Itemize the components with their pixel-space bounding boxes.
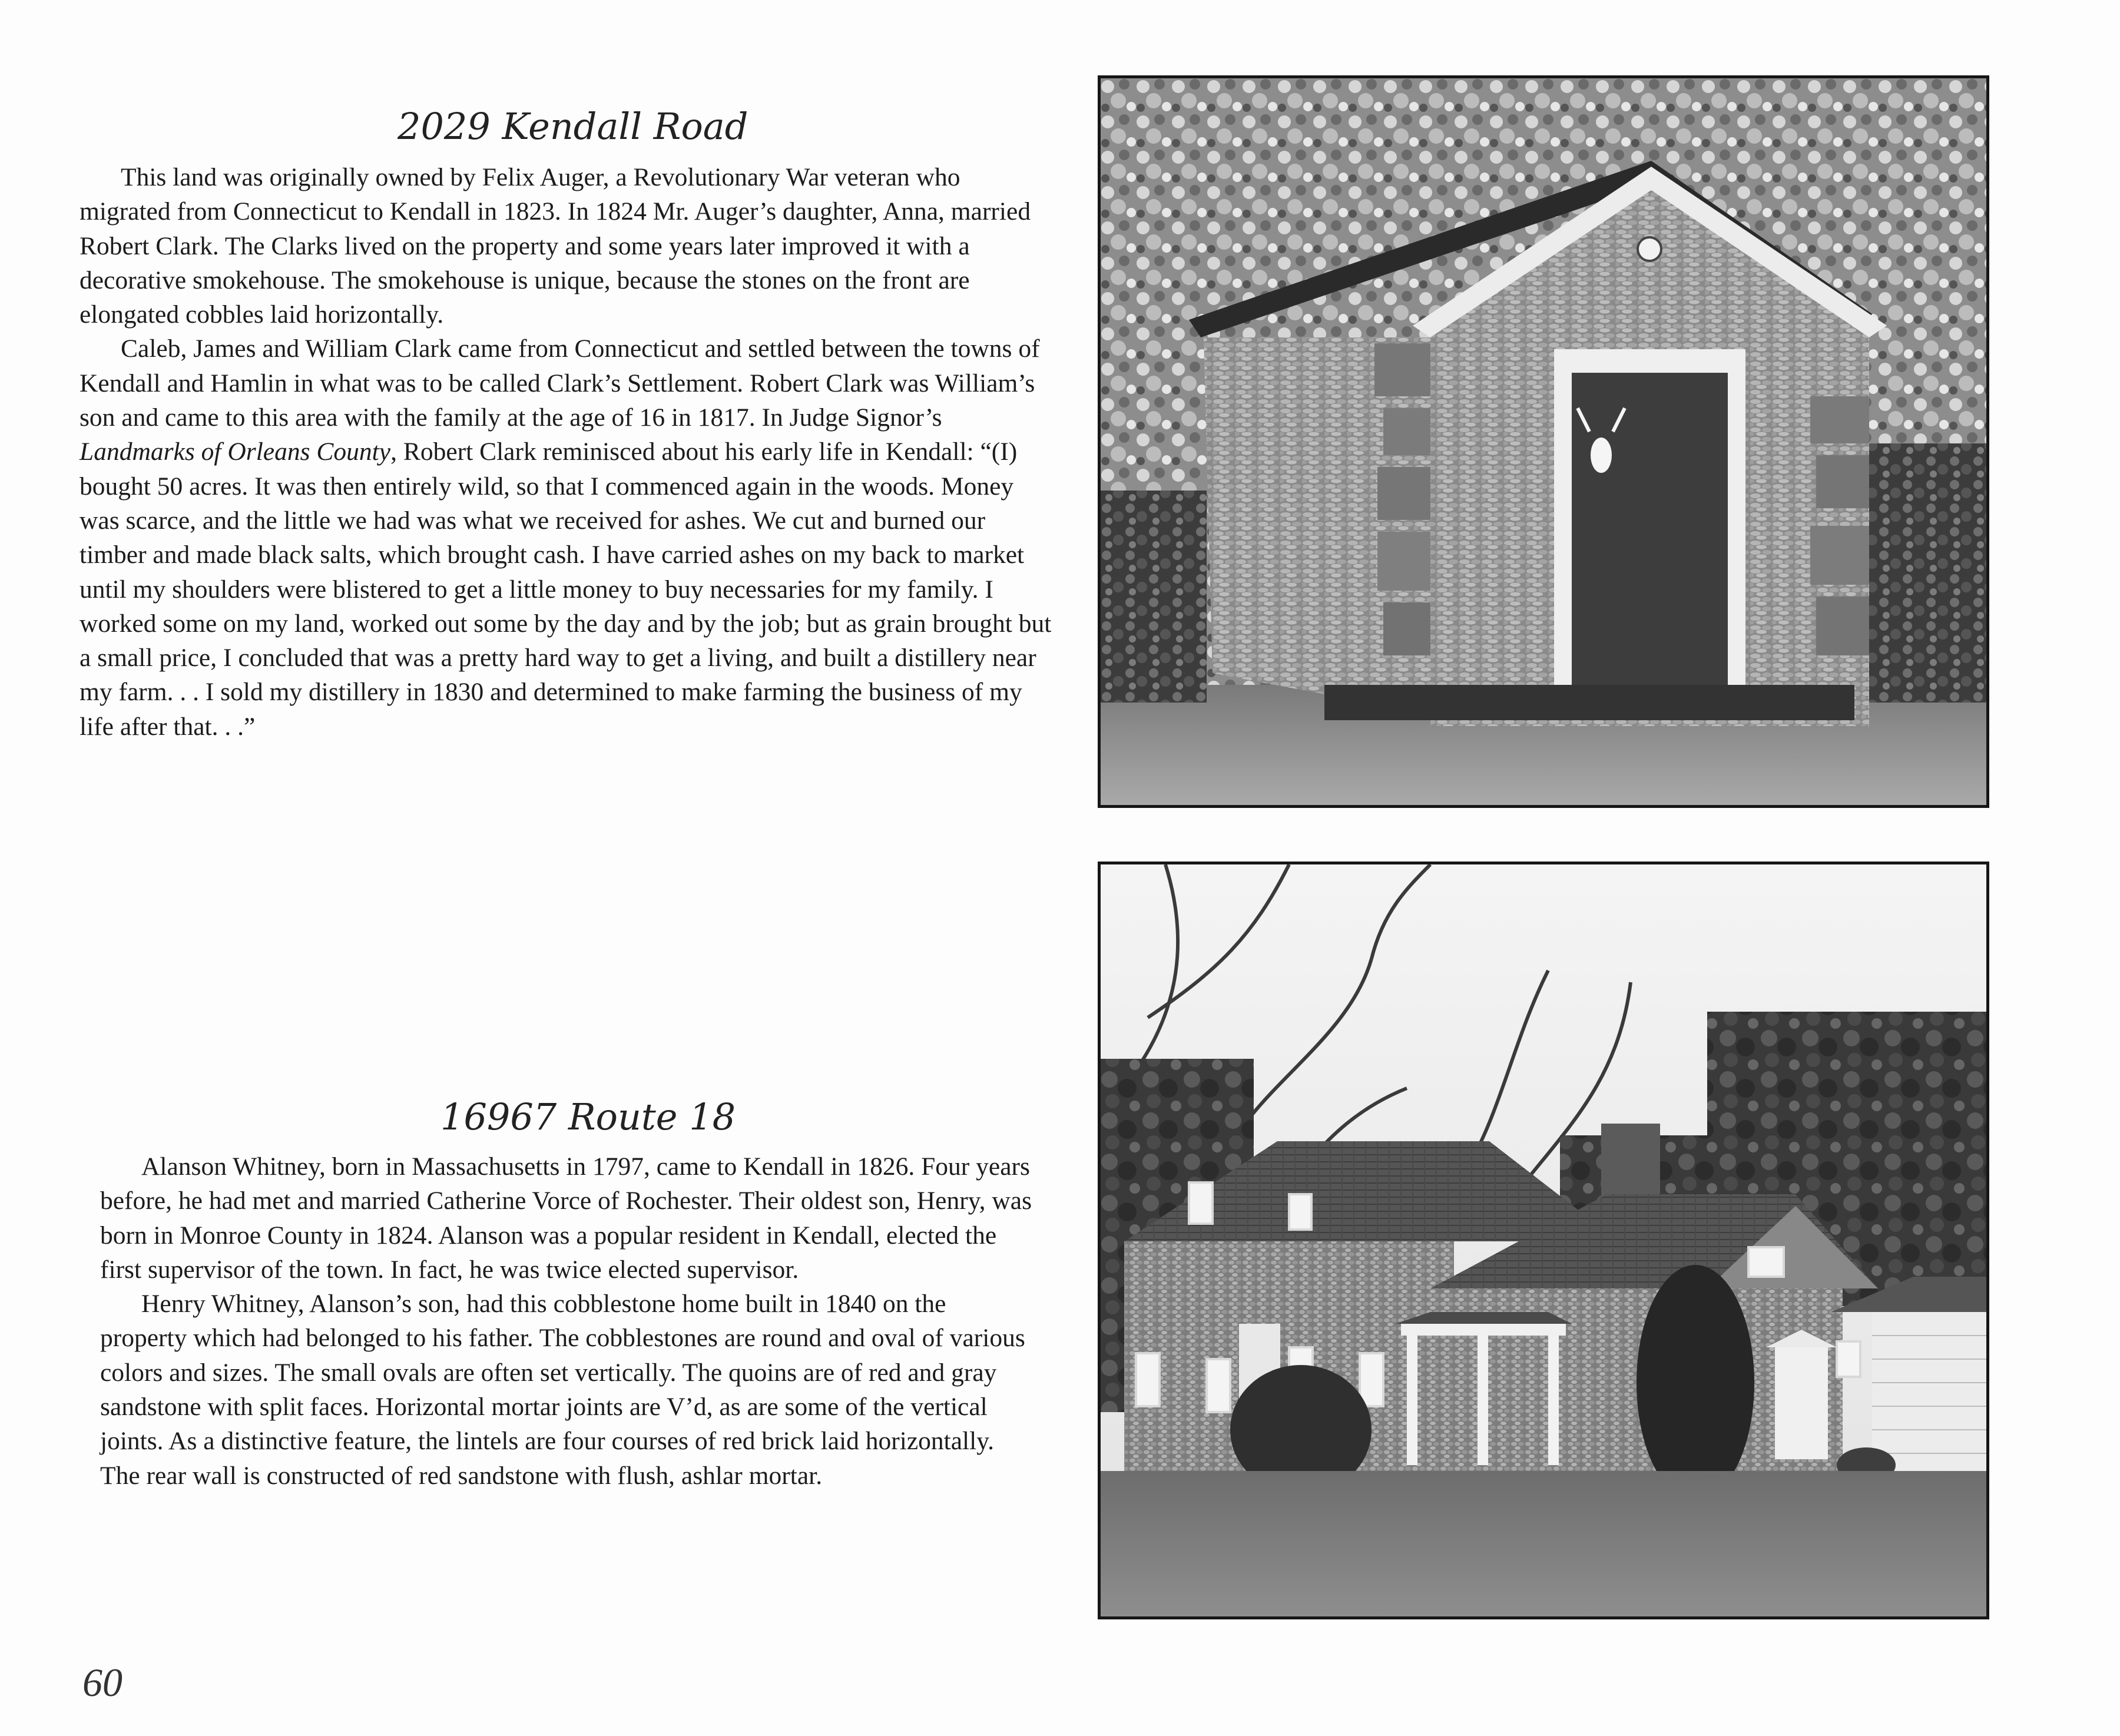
section-body-route-18 [100,1149,1036,1493]
paragraph [80,332,1057,744]
page-number: 60 [82,1660,122,1705]
paragraph: Alanson Whitney, born in Massachusetts in 1797, came to Kendall in 1826. Four years before, he had met and married Catherine Vorce of Rochester. Their oldest son, Henry, was born in Monroe County in 1824. Alanson was a popular resident in Kendall, elected the first supervisor of the town. In fact, he was twice elected supervisor. [100,1152,1032,1284]
book-title: Landmarks of Orleans County [80,438,391,466]
paragraph: This land was originally owned by Felix Auger, a Revolutionary War veteran who migrated from Connecticut to Kendall in 1823. In 1824 Mr. Auger’s daughter, Anna, married Robert Clark. The Clarks lived on the property and some years later improved it with a decorative smokehouse. The smokehouse is unique, because the stones on the front are elongated cobbles laid horizontally. [80,163,1031,329]
section-title-route-18: 16967 Route 18 [440,1095,736,1138]
section-title-kendall-road: 2029 Kendall Road [398,105,748,148]
smokehouse-photo [1098,75,1989,808]
section-body-kendall-road [80,160,1057,744]
paragraph: Henry Whitney, Alanson’s son, had this cobblestone home built in 1840 on the property which had belonged to his father. The cobblestones are round and oval of various colors and sizes. The small ovals are often set vertically. The quoins are of red and gray sandstone with split faces. Horizontal mortar joints are V’d, as are some of the vertical joints. As a distinctive feature, the lintels are four courses of red brick laid horizontally. The rear wall is constructed of red sandstone with flush, ashlar mortar. [100,1290,1025,1490]
paragraph-text: Caleb, James and William Clark came from Connecticut and settled between the towns of Kendall and Hamlin in what was to be called Clark’s Settlement. Robert Clark was William’s son and came to this area with the family at the age of 16 in 1817. In Judge Signor’s [80,334,1040,432]
cobblestone-house-photo [1098,862,1989,1619]
paragraph-text: , Robert Clark reminisced about his early life in Kendall: “(I) bought 50 acres. It was then entirely wild, so that I commenced again in the woods. Money was scarce, and the little we had was what we received for ashes. We cut and burned our timber and made black salts, which brought cash. I have carried ashes on my back to market until my shoulders were blistered to get a little money to buy necessaries for my family. I worked some on my land, worked out some by the day and by the job; but as grain brought but a small price, I concluded that was a pretty hard way to get a living, and built a distillery near my farm. . . I sold my distillery in 1830 and determined to make farming the business of my life after that. . .” [80,438,1052,741]
